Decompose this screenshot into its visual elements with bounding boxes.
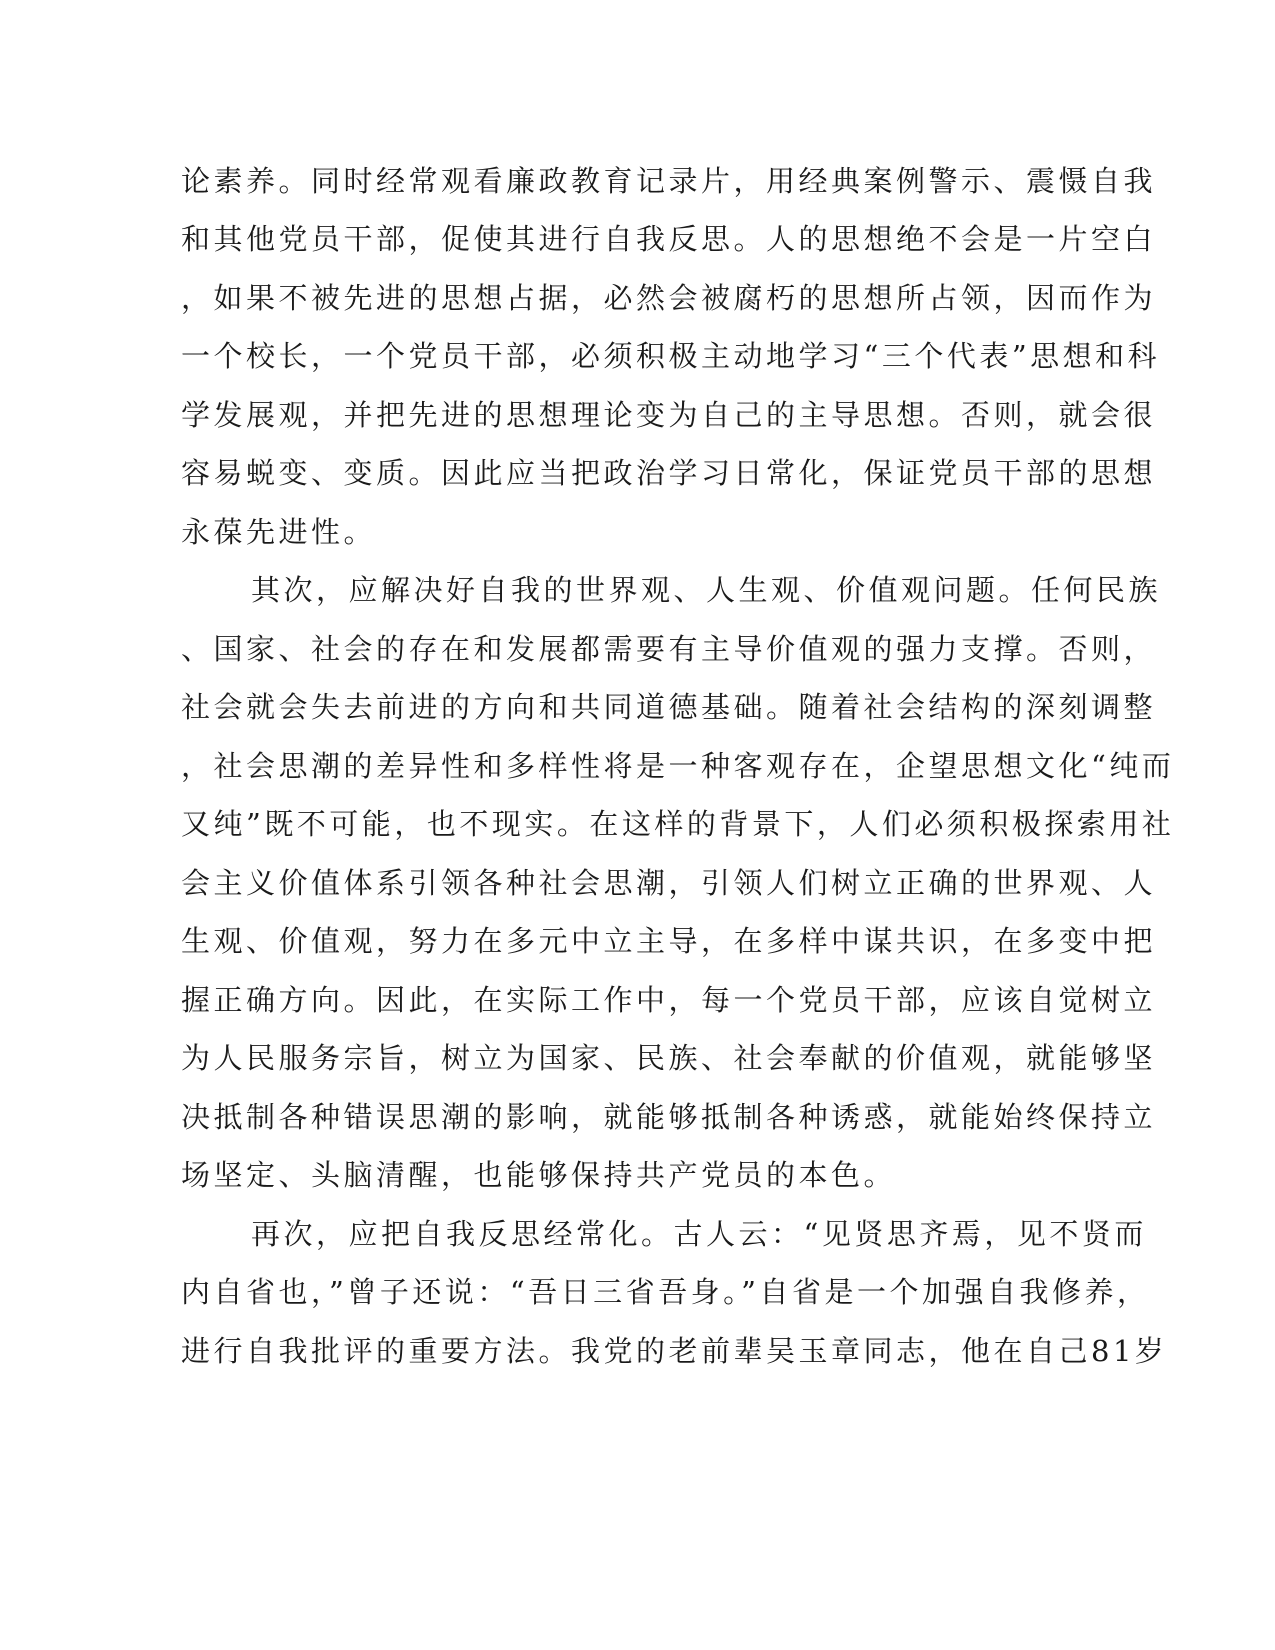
text-line: 和其他党员干部，促使其进行自我反思。人的思想绝不会是一片空白 xyxy=(181,222,1157,256)
text-line: 学发展观，并把先进的思想理论变为自己的主导思想。否则，就会很 xyxy=(181,398,1157,432)
text-line: 内自省也，”曾子还说：“吾日三省吾身。”自省是一个加强自我修养， xyxy=(181,1275,1150,1309)
text-line: 场坚定、头脑清醒，也能够保持共产党员的本色。 xyxy=(181,1158,897,1192)
paragraph-start-line: 其次，应解决好自我的世界观、人生观、价值观问题。任何民族 xyxy=(251,573,1162,607)
text-line: 、国家、社会的存在和发展都需要有主导价值观的强力支撑。否则， xyxy=(181,632,1157,666)
text-line: 容易蜕变、变质。因此应当把政治学习日常化，保证党员干部的思想 xyxy=(181,456,1157,490)
text-line: 生观、价值观，努力在多元中立主导，在多样中谋共识，在多变中把 xyxy=(181,924,1157,958)
text-line: 社会就会失去前进的方向和共同道德基础。随着社会结构的深刻调整 xyxy=(181,690,1157,724)
text-line: ，社会思潮的差异性和多样性将是一种客观存在，企望思想文化“纯而 xyxy=(181,749,1175,783)
text-line: 为人民服务宗旨，树立为国家、民族、社会奉献的价值观，就能够坚 xyxy=(181,1041,1157,1075)
text-line: 握正确方向。因此，在实际工作中，每一个党员干部，应该自觉树立 xyxy=(181,983,1157,1017)
paragraph-start-line: 再次，应把自我反思经常化。古人云：“见贤思齐焉，见不贤而 xyxy=(251,1217,1147,1251)
text-line: ，如果不被先进的思想占据，必然会被腐朽的思想所占领，因而作为 xyxy=(181,281,1157,315)
text-line: 论素养。同时经常观看廉政教育记录片，用经典案例警示、震慑自我 xyxy=(181,164,1157,198)
text-line: 会主义价值体系引领各种社会思潮，引领人们树立正确的世界观、人 xyxy=(181,866,1157,900)
text-line: 进行自我批评的重要方法。我党的老前辈吴玉章同志，他在自己81岁 xyxy=(181,1334,1168,1368)
text-line: 决抵制各种错误思潮的影响，就能够抵制各种诱惑，就能始终保持立 xyxy=(181,1100,1157,1134)
text-line: 一个校长，一个党员干部，必须积极主动地学习“三个代表”思想和科 xyxy=(181,339,1161,373)
text-line: 永葆先进性。 xyxy=(181,515,377,549)
text-line: 又纯”既不可能，也不现实。在这样的背景下，人们必须积极探索用社 xyxy=(181,807,1175,841)
